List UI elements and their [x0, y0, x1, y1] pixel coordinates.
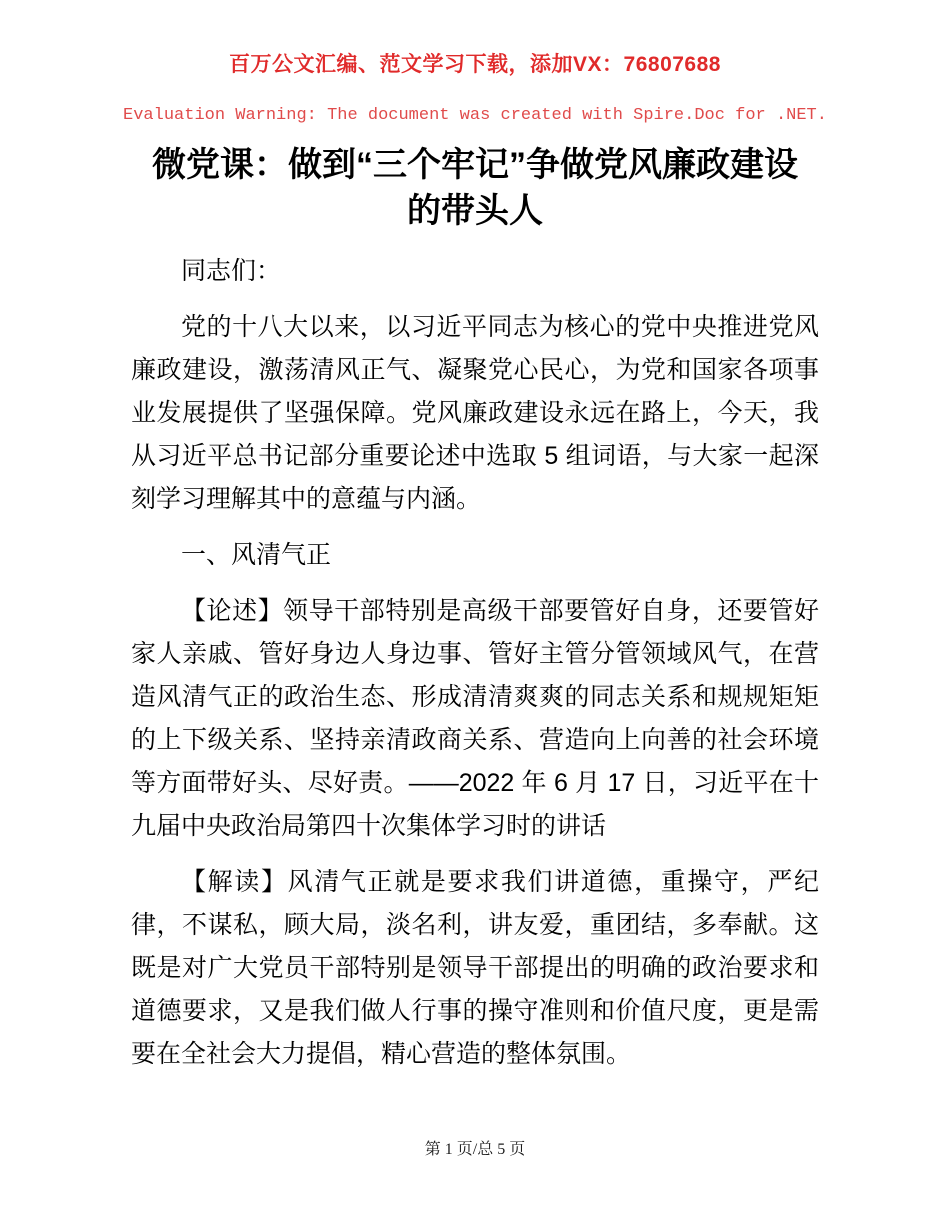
page-number-footer: 第 1 页/总 5 页	[424, 1141, 526, 1158]
section-heading: 一、风清气正	[181, 541, 332, 569]
body-paragraph: 党的十八大以来，以习近平同志为核心的党中央推进党风廉政建设，激荡清风正气、凝聚党心民心，为党和国家各项事业发展提供了坚强保障。党风廉政建设永远在路上，今天，我从习近平总书记部分重要论述中选取 5 组词语，与大家一起深刻学习理解其中的意蕴与内涵。	[131, 313, 819, 513]
body-paragraph: 同志们：	[181, 257, 282, 285]
evaluation-warning: Evaluation Warning: The document was created with Spire.Doc for .NET.	[123, 106, 827, 125]
document-body	[131, 250, 819, 1076]
document-title-line-2: 的带头人	[407, 192, 543, 230]
body-paragraph: 【论述】领导干部特别是高级干部要管好自身，还要管好家人亲戚、管好身边人身边事、管好主管分管领域风气，在营造风清气正的政治生态、形成清清爽爽的同志关系和规规矩矩的上下级关系、坚持亲清政商关系、营造向上向善的社会环境等方面带好头、尽好责。——2022 年 6 月 17 日，习近平在十九届中央政治局第四十次集体学习时的讲话	[131, 597, 819, 840]
body-paragraph: 【解读】风清气正就是要求我们讲道德，重操守，严纪律，不谋私，顾大局，淡名利，讲友爱，重团结，多奉献。这既是对广大党员干部特别是领导干部提出的明确的政治要求和道德要求，又是我们做人行事的操守准则和价值尺度，更是需要在全社会大力提倡，精心营造的整体氛围。	[131, 868, 819, 1068]
document-title	[118, 142, 832, 234]
promo-banner: 百万公文汇编、范文学习下载，添加VX：76807688	[229, 53, 721, 76]
document-title-line-1: 微党课：做到“三个牢记”争做党风廉政建设	[152, 146, 798, 184]
